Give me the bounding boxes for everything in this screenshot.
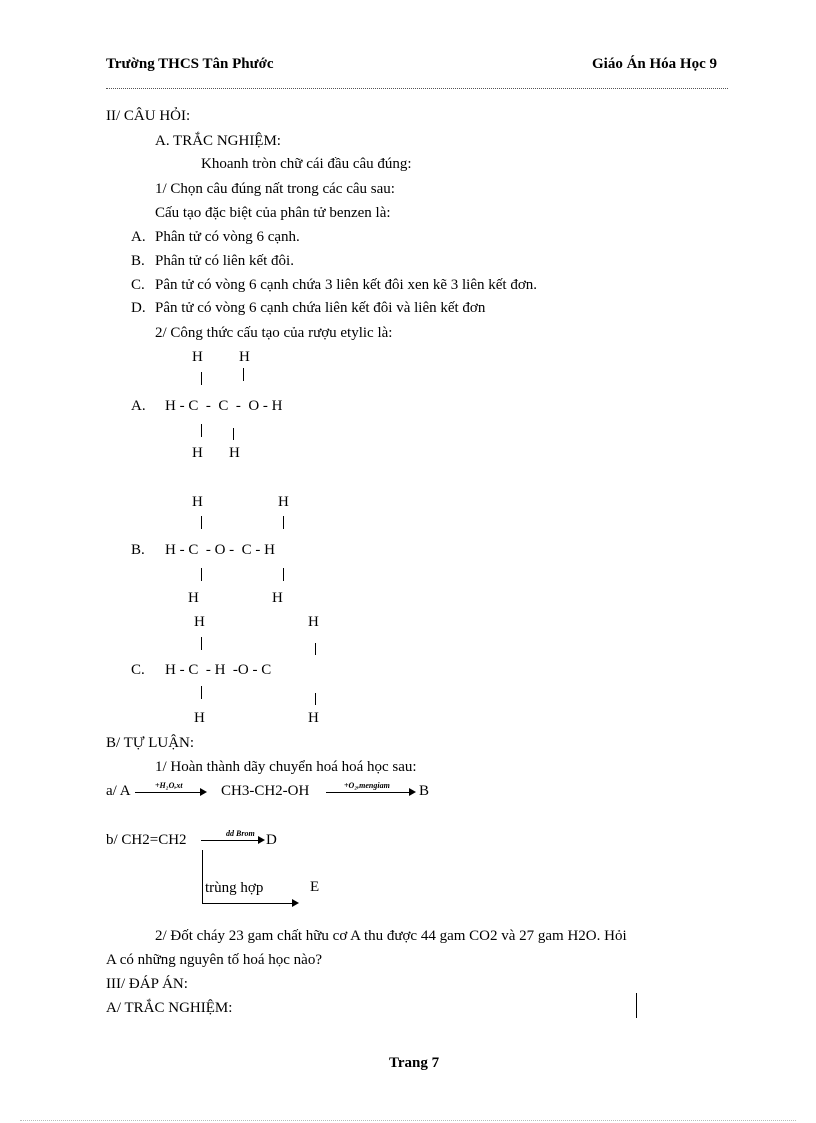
bond: [201, 424, 202, 437]
line-b-prefix: b/ CH2=CH2: [106, 832, 187, 848]
formula-chain: H - C - C - O - H: [165, 398, 283, 414]
line-b-end: D: [266, 832, 277, 848]
bond: [243, 368, 244, 381]
option-letter: B.: [131, 542, 145, 558]
q1-option-letter: D.: [131, 300, 146, 316]
atom-h: H: [192, 445, 203, 461]
atom-h: H: [192, 494, 203, 510]
atom-h: H: [308, 614, 319, 630]
school-name: Trường THCS Tân Phước: [106, 56, 274, 72]
atom-h: H: [194, 710, 205, 726]
option-letter: C.: [131, 662, 145, 678]
branch-line: [202, 850, 203, 904]
part-b-title: B/ TỰ LUẬN:: [106, 735, 195, 751]
arrow-label: +H₂O,xt: [155, 781, 183, 790]
atom-h: H: [272, 590, 283, 606]
q1-stem: 1/ Chọn câu đúng nất trong các câu sau:: [155, 181, 395, 197]
line-a-end: B: [419, 783, 430, 799]
bond: [283, 516, 284, 529]
line-a-prefix: a/ A: [106, 783, 131, 799]
page-number: Trang 7: [389, 1055, 440, 1071]
atom-h: H: [239, 349, 250, 365]
arrow-label: dd Brom: [226, 829, 255, 838]
essay2-line2: A có những nguyên tố hoá học nào?: [106, 952, 322, 968]
q1-option-letter: C.: [131, 277, 145, 293]
header-divider: [106, 88, 728, 89]
instruction: Khoanh tròn chữ cái đầu câu đúng:: [201, 156, 412, 172]
page-bottom-divider: [20, 1120, 796, 1121]
text-cursor: [636, 993, 637, 1018]
q1-option-letter: A.: [131, 229, 146, 245]
bond: [233, 428, 234, 440]
formula-chain: H - C - H -O - C: [165, 662, 272, 678]
bond: [315, 643, 316, 655]
reaction-arrow: [326, 792, 414, 793]
q1-option-text: Phân tử có vòng 6 cạnh.: [155, 229, 300, 245]
option-letter: A.: [131, 398, 146, 414]
bond: [283, 568, 284, 581]
branch-label: trùng hợp: [205, 880, 264, 896]
q2-stem: 2/ Công thức cấu tạo của rượu etylic là:: [155, 325, 393, 341]
q1-option-text: Pân tử có vòng 6 cạnh chứa liên kết đôi và liên kết đơn: [155, 300, 486, 316]
section-3-part-a: A/ TRẮC NGHIỆM:: [106, 1000, 233, 1016]
section-3-title: III/ ĐÁP ÁN:: [106, 976, 188, 992]
q1-option-text: Phân tử có liên kết đôi.: [155, 253, 294, 269]
bond: [201, 686, 202, 699]
atom-h: H: [192, 349, 203, 365]
bond: [315, 693, 316, 705]
bond: [201, 637, 202, 650]
branch-end: E: [310, 879, 320, 895]
essay1-stem: 1/ Hoàn thành dãy chuyển hoá hoá học sau:: [155, 759, 417, 775]
formula-chain: H - C - O - C - H: [165, 542, 275, 558]
section-2-title: II/ CÂU HỎI:: [106, 108, 191, 124]
atom-h: H: [188, 590, 199, 606]
reaction-arrow: [202, 903, 297, 904]
atom-h: H: [194, 614, 205, 630]
bond: [201, 516, 202, 529]
q1-option-text: Pân tử có vòng 6 cạnh chứa 3 liên kết đôi xen kẽ 3 liên kết đơn.: [155, 277, 538, 293]
bond: [201, 568, 202, 581]
bond: [201, 372, 202, 385]
reaction-arrow: [135, 792, 205, 793]
arrow-label: +O₂,mengiam: [344, 781, 390, 790]
essay2-line1: 2/ Đốt cháy 23 gam chất hữu cơ A thu được 44 gam CO2 và 27 gam H2O. Hỏi: [155, 928, 627, 944]
atom-h: H: [229, 445, 240, 461]
subject-title: Giáo Án Hóa Học 9: [592, 56, 718, 72]
part-a-title: A. TRẮC NGHIỆM:: [155, 133, 281, 149]
atom-h: H: [308, 710, 319, 726]
line-a-mid: CH3-CH2-OH: [221, 783, 310, 799]
atom-h: H: [278, 494, 289, 510]
q1-option-letter: B.: [131, 253, 145, 269]
q1-lead: Cấu tạo đặc biệt của phân tử benzen là:: [155, 205, 391, 221]
reaction-arrow: [201, 840, 263, 841]
